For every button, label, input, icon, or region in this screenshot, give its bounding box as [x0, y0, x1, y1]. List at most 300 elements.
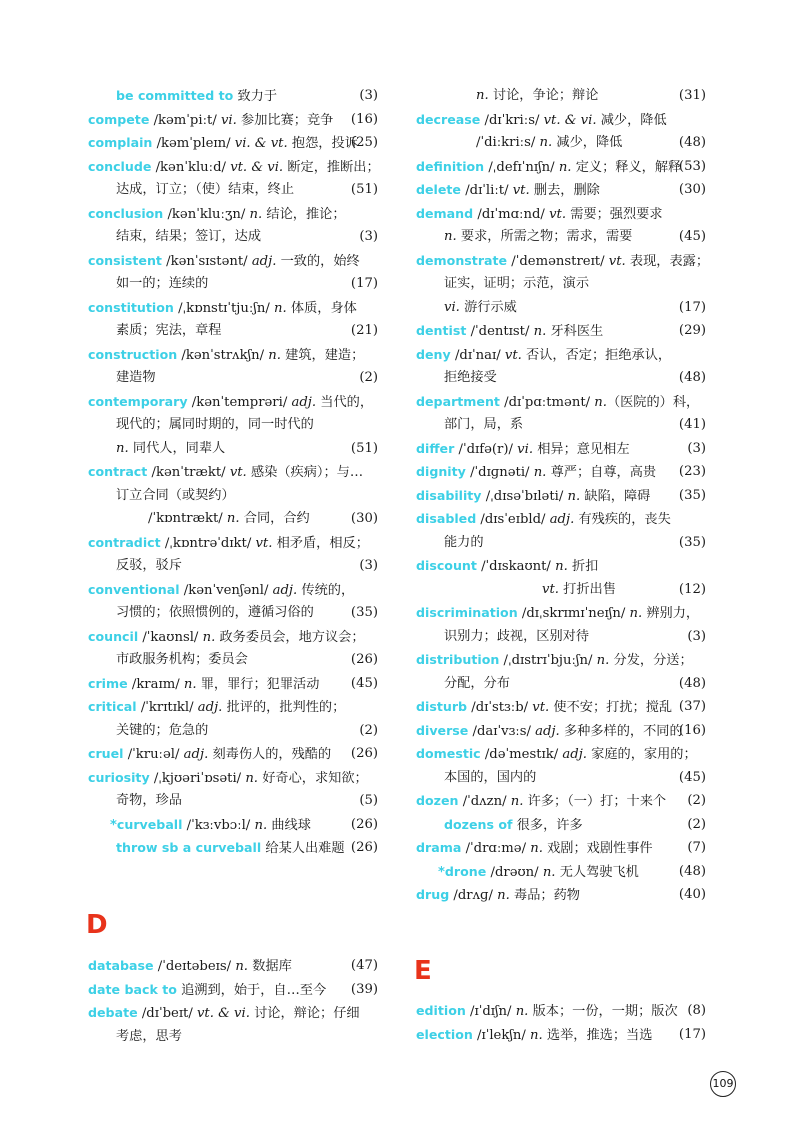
unit-reference: (31) [678, 88, 706, 103]
vocab-line [416, 625, 706, 649]
definition: 致力于 [237, 89, 278, 104]
definition: 结束，结果；签订，达成 [116, 229, 262, 244]
definition: 达成，订立；（使）结束，终止 [116, 182, 295, 197]
vocab-line [88, 554, 378, 578]
headword: delete [416, 182, 461, 197]
vocab-line [88, 719, 378, 743]
entry-text [88, 113, 333, 128]
vocab-line [416, 272, 706, 296]
headword: council [88, 628, 139, 644]
vocab-line [416, 695, 706, 719]
entry-text [416, 676, 510, 691]
definition: 考虑，思考 [116, 1028, 182, 1044]
entry-text [416, 606, 699, 621]
entry-text [88, 1029, 182, 1044]
headword: definition [416, 158, 485, 174]
unit-reference: (7) [687, 840, 706, 855]
entry-text [416, 818, 583, 833]
unit-reference: (2) [359, 722, 378, 738]
unit-reference: (53) [678, 158, 706, 174]
vocab-line [88, 460, 378, 484]
unit-reference: (35) [678, 534, 706, 550]
definition: vt. 打折出售 [542, 581, 616, 597]
entry-text [88, 605, 314, 620]
vocab-line [416, 601, 706, 625]
definition: 追溯到，始于，自…至今 [181, 982, 327, 998]
vocab-line [416, 531, 706, 555]
entry-text [88, 417, 314, 432]
headword: decrease [416, 111, 481, 127]
definition: 证实，证明；示范，演示 [444, 276, 590, 291]
unit-reference: (51) [350, 440, 378, 456]
vocab-line [416, 296, 706, 320]
entry-text [88, 630, 365, 645]
headword: database [88, 958, 154, 973]
unit-reference: (3) [687, 628, 706, 644]
entry-text [88, 558, 182, 573]
definition: /kənˈkluːd/ vt. & vi. 断定，推断出； [155, 159, 380, 175]
entry-text [88, 511, 310, 526]
headword: constitution [88, 299, 174, 315]
entry-text [88, 959, 292, 974]
left-column [88, 84, 378, 860]
entry-text [88, 160, 380, 175]
vocab-line [88, 695, 378, 719]
entry-text [416, 160, 681, 175]
right-column-e [416, 999, 706, 1046]
entry-text [88, 395, 373, 410]
headword: department [416, 393, 500, 409]
entry-text [416, 559, 598, 574]
headword: drone [444, 863, 487, 879]
definition: /dɪˈpɑːtmənt/ n.（医院的）科， [504, 394, 700, 410]
definition: /dɪˈkriːs/ vt. & vi. 减少，降低 [484, 112, 667, 128]
entry-text [416, 465, 656, 480]
definition: /drʌɡ/ n. 毒品；药物 [453, 888, 580, 903]
unit-reference: (41) [678, 417, 706, 432]
entry-text [88, 441, 225, 456]
definition: /drəʊn/ n. 无人驾驶飞机 [490, 864, 639, 880]
unit-reference: (8) [687, 1003, 706, 1018]
definition: 市政服务机构；委员会 [116, 652, 248, 667]
unit-reference: (26) [350, 652, 378, 667]
definition: 订立合同（或契约） [116, 487, 235, 503]
definition: /ˈdiːkriːs/ n. 减少，降低 [476, 135, 623, 150]
vocab-line [88, 319, 378, 343]
definition: /ˈkruːəl/ adj. 刻毒伤人的，残酷的 [127, 747, 332, 762]
headword: disturb [416, 699, 468, 714]
vocab-line [88, 202, 378, 226]
headword: construction [88, 346, 178, 362]
unit-reference: (3) [359, 229, 378, 244]
vocab-line [88, 437, 378, 461]
unit-reference: (2) [687, 816, 706, 832]
unit-reference: (40) [678, 887, 706, 902]
definition: 关键的；危急的 [116, 722, 209, 738]
definition: 很多，许多 [516, 817, 583, 833]
vocab-line [88, 672, 378, 696]
unit-reference: (45) [678, 769, 706, 785]
unit-reference: (29) [678, 323, 706, 338]
definition: /ˈkaʊnsl/ n. 政务委员会，地方议会； [142, 629, 365, 645]
definition: /dɪˈnaɪ/ vt. 否认，否定；拒绝承认， [454, 347, 672, 363]
entry-text [416, 135, 622, 150]
headword: critical [88, 699, 137, 714]
vocab-line [416, 507, 706, 531]
entry-text [416, 1028, 652, 1043]
headword: discrimination [416, 605, 518, 620]
vocab-line [416, 813, 706, 837]
headword: differ [416, 440, 455, 456]
entry-text [88, 583, 354, 598]
entry-text [88, 747, 331, 762]
vocab-line [416, 437, 706, 461]
definition: /kənˈtemprəri/ adj. 当代的， [191, 394, 374, 410]
unit-reference: (17) [678, 299, 706, 315]
definition: /ˈdemənstreɪt/ vt. 表现，表露； [511, 253, 710, 269]
vocab-line [88, 813, 378, 837]
section-heading-e: E [414, 956, 432, 986]
unit-reference: (16) [678, 722, 706, 738]
definition: vi. 游行示威 [444, 299, 517, 315]
unit-reference: (17) [350, 276, 378, 291]
definition: /ɪˈlekʃn/ n. 选举，推选；当选 [477, 1027, 653, 1043]
vocab-line [88, 836, 378, 860]
definition: /daɪˈvɜːs/ adj. 多种多样的，不同的 [472, 723, 683, 739]
unit-reference: (26) [350, 840, 378, 855]
vocab-line [88, 601, 378, 625]
vocab-line [88, 413, 378, 437]
entry-text [88, 841, 345, 856]
entry-text [88, 652, 248, 667]
definition: /dɪˈbeɪt/ vt. & vi. 讨论，辩论；仔细 [141, 1006, 360, 1021]
headword: contradict [88, 534, 161, 550]
vocab-line [88, 296, 378, 320]
vocab-line [416, 343, 706, 367]
entry-text [416, 276, 589, 291]
headword: debate [88, 1005, 138, 1020]
new-word-marker: * [110, 817, 117, 833]
unit-reference: (3) [359, 558, 378, 573]
entry-text [416, 417, 523, 432]
entry-text [416, 370, 497, 385]
vocab-line [416, 413, 706, 437]
vocab-line [416, 366, 706, 390]
headword: disabled [416, 511, 477, 526]
entry-text [416, 747, 697, 762]
vocab-line [88, 178, 378, 202]
entry-text [88, 983, 326, 998]
entry-text [416, 207, 663, 222]
definition: /ˌkjʊəriˈɒsəti/ n. 好奇心，求知欲； [153, 770, 368, 786]
vocab-line [416, 319, 706, 343]
definition: /dɪsˈeɪbld/ adj. 有残疾的，丧失 [480, 512, 671, 527]
headword: compete [88, 111, 150, 127]
entry-text [88, 536, 369, 551]
definition: /ɪˈdɪʃn/ n. 版本；一份，一期；版次 [470, 1004, 678, 1019]
vocab-line [416, 789, 706, 813]
vocab-line [88, 578, 378, 602]
definition: /kənˈkluːʒn/ n. 结论，推论； [167, 206, 346, 222]
headword: throw sb a curveball [116, 840, 262, 855]
entry-text [416, 489, 650, 504]
definition: /ˌdefɪˈnɪʃn/ n. 定义；释义，解释 [488, 159, 682, 175]
new-word-marker: * [438, 864, 445, 880]
definition: 建造物 [116, 370, 156, 385]
entry-text [416, 724, 683, 739]
definition: 给某人出难题 [265, 841, 345, 856]
unit-reference: (39) [350, 981, 378, 997]
headword: demonstrate [416, 252, 508, 268]
entry-text [416, 229, 632, 244]
headword: curveball [116, 816, 183, 832]
entry-text [88, 793, 182, 808]
headword: dentist [416, 323, 467, 338]
unit-reference: (48) [678, 370, 706, 385]
definition: /ˈdɪɡnəti/ n. 尊严；自尊，高贵 [470, 465, 657, 480]
entry-text [416, 535, 484, 550]
vocab-line [416, 578, 706, 602]
vocab-line [416, 719, 706, 743]
entry-text [88, 89, 277, 104]
vocab-line [416, 108, 706, 132]
definition: /ˈdɪskaʊnt/ n. 折扣 [481, 559, 599, 574]
headword: diverse [416, 722, 469, 738]
vocab-line [416, 648, 706, 672]
definition: /ˈkrɪtɪkl/ adj. 批评的，批判性的； [140, 700, 346, 715]
definition: n. 讨论，争论；辩论 [476, 88, 599, 103]
vocab-line [416, 484, 706, 508]
entry-text [88, 488, 235, 503]
definition: /ˈdrɑːmə/ n. 戏剧；戏剧性事件 [465, 841, 653, 856]
vocab-line [88, 648, 378, 672]
headword: discount [416, 558, 477, 573]
definition: /ˈkɜːvbɔːl/ n. 曲线球 [186, 817, 311, 833]
right-column [416, 84, 710, 907]
entry-text [416, 841, 653, 856]
headword: conclusion [88, 205, 164, 221]
definition: 部门，局，系 [444, 417, 524, 432]
definition: /ˌdɪstrɪˈbjuːʃn/ n. 分发，分送； [503, 653, 693, 668]
vocab-line [88, 1001, 378, 1025]
definition: /ˈdɪfə(r)/ vi. 相异；意见相左 [458, 441, 630, 457]
definition: /kraɪm/ n. 罪，罪行；犯罪活动 [131, 676, 320, 692]
definition: n. 要求，所需之物；需求，需要 [444, 229, 633, 244]
vocab-line [416, 860, 706, 884]
vocab-line [416, 131, 706, 155]
unit-reference: (2) [359, 370, 378, 385]
vocab-line [416, 766, 706, 790]
unit-reference: (23) [678, 464, 706, 479]
entry-text [416, 888, 580, 903]
headword: consistent [88, 252, 162, 268]
definition: /ˈdeɪtəbeɪs/ n. 数据库 [157, 959, 292, 974]
headword: conventional [88, 581, 180, 597]
definition: /ˈdʌzn/ n. 许多；（一）打；十来个 [462, 794, 667, 809]
entry-text [416, 512, 671, 527]
headword: complain [88, 135, 153, 150]
definition: /kənˈtrækt/ vt. 感染（疾病）；与… [151, 465, 364, 480]
entry-text [416, 700, 672, 715]
vocab-line [88, 225, 378, 249]
unit-reference: (45) [350, 675, 378, 691]
unit-reference: (17) [678, 1026, 706, 1042]
vocab-line [416, 742, 706, 766]
definition: /kəmˈpiːt/ vi. 参加比赛；竞争 [153, 112, 334, 128]
headword: dozen [416, 793, 459, 808]
vocab-line [416, 202, 706, 226]
definition: /dɪˌskrɪmɪˈneɪʃn/ n. 辨别力， [521, 606, 700, 621]
definition: 识别力；歧视，区别对待 [444, 628, 590, 644]
entry-text [88, 254, 360, 269]
vocab-line [88, 789, 378, 813]
definition: /ˌkɒnstɪˈtjuːʃn/ n. 体质，身体 [178, 300, 357, 316]
definition: /ˌdɪsəˈbɪləti/ n. 缺陷，障碍 [485, 488, 651, 504]
definition: 本国的，国内的 [444, 769, 537, 785]
headword: distribution [416, 652, 500, 667]
vocab-line [88, 954, 378, 978]
headword: be committed to [116, 88, 234, 103]
definition: /kənˈstrʌkʃn/ n. 建筑，建造； [181, 347, 365, 363]
vocab-line [416, 460, 706, 484]
entry-text [88, 136, 358, 151]
definition: /ˈkɒntrækt/ n. 合同，合约 [148, 511, 310, 526]
vocab-line [88, 272, 378, 296]
definition: 反驳，驳斥 [116, 558, 182, 573]
unit-reference: (3) [687, 440, 706, 456]
headword: demand [416, 205, 474, 221]
page-number: 109 [710, 1071, 736, 1097]
unit-reference: (48) [678, 135, 706, 150]
entry-text [416, 865, 639, 880]
entry-text [416, 324, 603, 339]
vocab-line [416, 84, 706, 108]
entry-text [416, 300, 517, 315]
entry-text [416, 442, 630, 457]
definition: 奇物，珍品 [116, 793, 182, 808]
unit-reference: (48) [678, 675, 706, 691]
vocab-line [88, 249, 378, 273]
vocab-line [88, 343, 378, 367]
unit-reference: (26) [350, 816, 378, 832]
unit-reference: (35) [678, 487, 706, 503]
entry-text [88, 207, 346, 222]
entry-text [416, 395, 699, 410]
vocab-line [416, 554, 706, 578]
unit-reference: (30) [678, 182, 706, 197]
unit-reference: (25) [350, 135, 378, 150]
definition: 素质；宪法，章程 [116, 323, 222, 338]
section-heading-d: D [86, 910, 108, 940]
definition: /dɪˈstɜːb/ vt. 使不安；打扰；搅乱 [471, 700, 673, 715]
headword: dozens of [444, 816, 513, 832]
definition: 习惯的；依照惯例的，遵循习俗的 [116, 605, 314, 620]
entry-text [416, 183, 600, 198]
entry-text [88, 677, 319, 692]
headword: edition [416, 1003, 466, 1018]
headword: deny [416, 346, 451, 362]
unit-reference: (48) [678, 863, 706, 879]
vocab-line [416, 249, 710, 273]
headword: contemporary [88, 393, 188, 409]
vocab-line [88, 84, 378, 108]
vocab-line [416, 999, 706, 1023]
vocab-line [416, 883, 706, 907]
vocab-line [88, 108, 378, 132]
unit-reference: (47) [350, 958, 378, 973]
entry-text [416, 348, 671, 363]
entry-text [88, 348, 364, 363]
unit-reference: (35) [350, 605, 378, 620]
vocab-line [88, 978, 378, 1002]
headword: date back to [88, 981, 177, 997]
definition: n. 同代人，同辈人 [116, 440, 226, 456]
headword: domestic [416, 746, 481, 761]
entry-text [416, 1004, 678, 1019]
entry-text [416, 794, 666, 809]
definition: 如一的；连续的 [116, 276, 209, 291]
definition: 能力的 [444, 534, 484, 550]
definition: /dɪˈmɑːnd/ vt. 需要；强烈要求 [477, 206, 663, 222]
unit-reference: (2) [687, 793, 706, 808]
unit-reference: (16) [350, 111, 378, 127]
vocab-line [88, 625, 378, 649]
entry-text [416, 88, 598, 103]
entry-text [88, 723, 208, 738]
entry-text [88, 771, 368, 786]
definition: 分配，分布 [444, 675, 510, 691]
vocab-line [88, 1025, 378, 1049]
headword: curiosity [88, 769, 150, 785]
unit-reference: (3) [359, 88, 378, 103]
entry-text [416, 254, 709, 269]
unit-reference: (30) [350, 511, 378, 526]
headword: cruel [88, 746, 124, 761]
vocab-line [88, 155, 378, 179]
entry-text [416, 629, 589, 644]
definition: /ˈdentɪst/ n. 牙科医生 [470, 324, 604, 339]
unit-reference: (26) [350, 746, 378, 761]
vocab-line [416, 390, 706, 414]
vocab-line [88, 507, 378, 531]
definition: /ˌkɒntrəˈdɪkt/ vt. 相矛盾，相反； [164, 535, 369, 551]
vocab-line [416, 836, 706, 860]
definition: /kənˈvenʃənl/ adj. 传统的， [183, 582, 355, 598]
vocab-line [416, 672, 706, 696]
entry-text [88, 323, 222, 338]
definition: 现代的；属同时期的，同一时代的 [116, 417, 314, 432]
definition: /dəˈmestɪk/ adj. 家庭的，家用的； [484, 747, 697, 762]
entry-text [416, 653, 693, 668]
unit-reference: (45) [678, 229, 706, 244]
entry-text [88, 229, 261, 244]
unit-reference: (37) [678, 699, 706, 714]
unit-reference: (51) [350, 182, 378, 197]
headword: election [416, 1026, 473, 1042]
vocab-line [88, 766, 378, 790]
vocab-line [88, 531, 378, 555]
entry-text [416, 582, 616, 597]
entry-text [88, 370, 156, 385]
entry-text [88, 700, 345, 715]
entry-text [88, 301, 357, 316]
headword: drug [416, 887, 450, 902]
vocab-line [416, 1023, 706, 1047]
vocab-line [88, 390, 378, 414]
headword: contract [88, 464, 148, 479]
definition: /kəmˈpleɪn/ vi. & vt. 抱怨，投诉 [156, 136, 358, 151]
entry-text [416, 770, 536, 785]
